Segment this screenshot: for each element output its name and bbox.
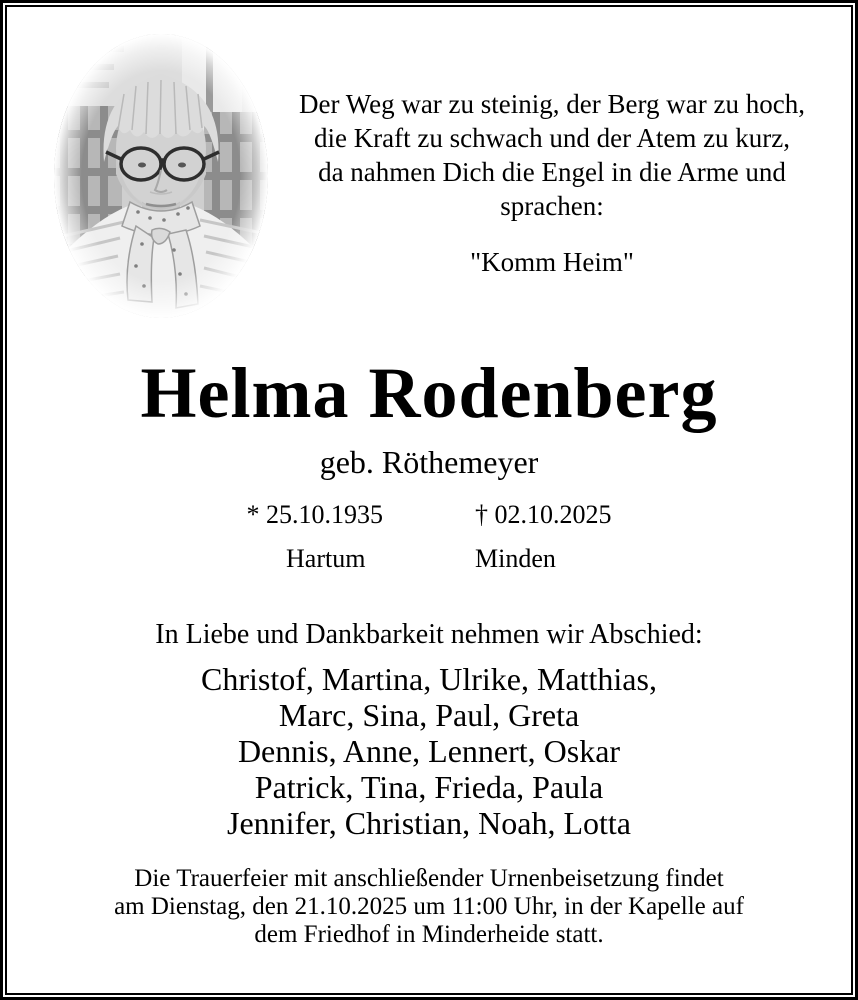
mourners-list xyxy=(3,661,855,841)
birth-symbol: * xyxy=(246,500,260,529)
death-column xyxy=(475,500,612,574)
poem-line: Der Weg war zu steinig, der Berg war zu hoch, xyxy=(299,89,805,119)
birth-date-line xyxy=(247,500,384,530)
poem-line: die Kraft zu schwach und der Atem zu kurz, xyxy=(313,123,791,153)
death-cross-symbol: † xyxy=(475,500,488,529)
funeral-info xyxy=(3,865,855,949)
portrait-photo-illustration xyxy=(54,34,268,318)
death-date-line xyxy=(475,500,612,530)
portrait-photo xyxy=(54,34,268,318)
memorial-poem xyxy=(267,87,837,279)
poem-quote: "Komm Heim" xyxy=(470,247,634,277)
mourners-line: Christof, Martina, Ulrike, Matthias, xyxy=(201,661,657,697)
mourners-line: Patrick, Tina, Frieda, Paula xyxy=(254,769,604,805)
mourners-line: Jennifer, Christian, Noah, Lotta xyxy=(227,805,631,841)
deceased-maiden-name: geb. Röthemeyer xyxy=(319,444,539,480)
funeral-line: dem Friedhof in Minderheide statt. xyxy=(254,921,604,948)
death-date: 02.10.2025 xyxy=(494,500,612,529)
mourners-line: Dennis, Anne, Lennert, Oskar xyxy=(237,733,621,769)
life-dates xyxy=(3,500,855,574)
birth-column xyxy=(247,500,384,574)
poem-line: da nahmen Dich die Engel in die Arme und xyxy=(318,157,786,187)
birth-date: 25.10.1935 xyxy=(266,500,383,529)
birth-place: Hartum xyxy=(286,544,366,573)
farewell-intro: In Liebe und Dankbarkeit nehmen wir Abschied: xyxy=(155,619,703,650)
deceased-name: Helma Rodenberg xyxy=(140,353,718,433)
funeral-line: Die Trauerfeier mit anschließender Urnenbeisetzung findet xyxy=(134,865,724,892)
death-place: Minden xyxy=(475,544,556,573)
mourners-line: Marc, Sina, Paul, Greta xyxy=(278,697,580,733)
poem-line: sprachen: xyxy=(500,191,604,221)
funeral-line: am Dienstag, den 21.10.2025 um 11:00 Uhr, in der Kapelle auf xyxy=(114,893,744,920)
